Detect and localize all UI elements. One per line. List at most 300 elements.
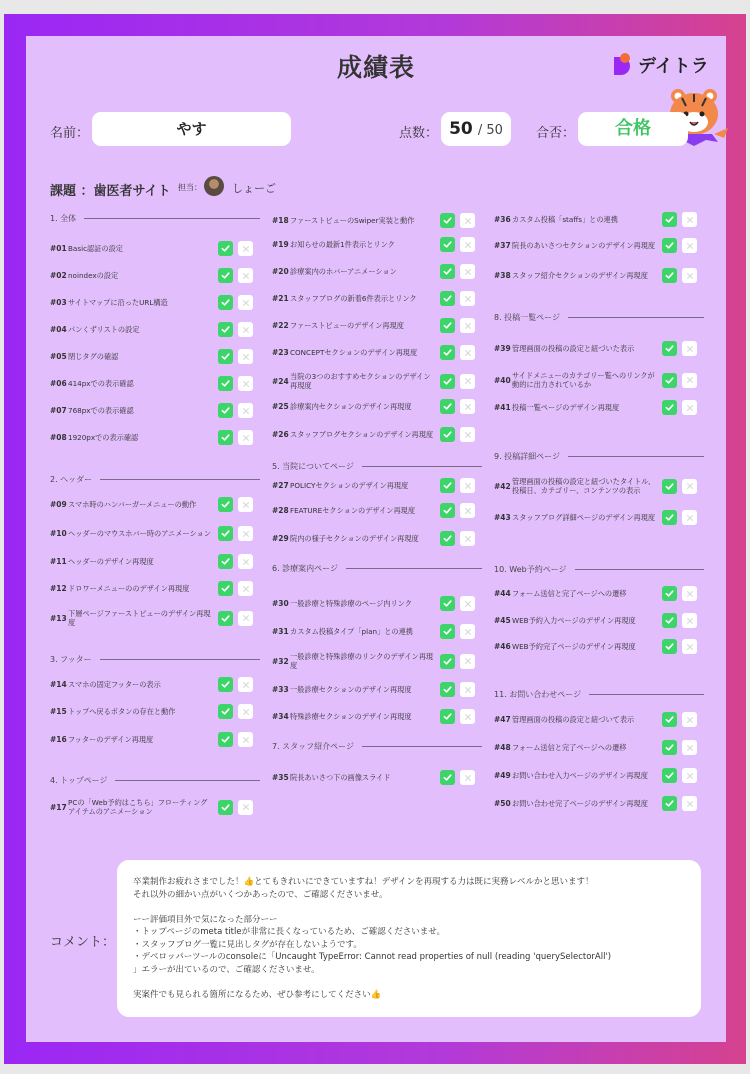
cross-icon[interactable] — [460, 770, 475, 785]
cross-icon[interactable] — [460, 399, 475, 414]
checklist-item — [50, 732, 260, 747]
item-label: 一般診療と特殊診療のリンクのデザイン再現度 — [290, 652, 434, 670]
checklist-item — [50, 241, 260, 256]
item-number: #28 — [272, 506, 289, 515]
item-label: フォーム送信と完了ページへの遷移 — [512, 743, 627, 752]
checkmark-icon[interactable] — [218, 349, 233, 364]
cross-icon[interactable] — [238, 376, 253, 391]
checkmark-icon[interactable] — [440, 478, 455, 493]
item-label: パンくずリストの設定 — [68, 325, 140, 334]
item-number: #43 — [494, 513, 511, 522]
item-label: 閉じタグの確認 — [68, 352, 119, 361]
item-label: 一般診療セクションのデザイン再現度 — [290, 685, 412, 694]
checkmark-icon[interactable] — [440, 318, 455, 333]
checkmark-icon[interactable] — [662, 712, 677, 727]
item-number: #45 — [494, 616, 511, 625]
checkmark-icon[interactable] — [440, 709, 455, 724]
checkmark-icon[interactable] — [440, 264, 455, 279]
checkmark-icon[interactable] — [440, 624, 455, 639]
item-label: ファーストビューのSwiper実装と動作 — [290, 216, 415, 225]
item-number: #12 — [50, 584, 67, 593]
item-label: サイドメニューのカテゴリー覧へのリンクが動的に出力されているか — [512, 371, 655, 389]
item-number: #13 — [50, 613, 67, 623]
item-number: #05 — [50, 352, 67, 361]
item-label: 投稿一覧ページのデザイン再現度 — [512, 403, 620, 412]
score-field — [441, 112, 511, 146]
checkmark-icon[interactable] — [662, 740, 677, 755]
checklist-item — [494, 371, 704, 389]
item-label: お問い合わせ完了ページのデザイン再現度 — [512, 799, 648, 808]
checkmark-icon[interactable] — [218, 611, 233, 626]
checkmark-icon[interactable] — [218, 732, 233, 747]
item-number: #15 — [50, 707, 67, 716]
checklist-item — [50, 677, 260, 692]
cross-icon[interactable] — [682, 510, 697, 525]
pass-status-badge: 合格 — [578, 112, 688, 146]
item-number: #27 — [272, 481, 289, 490]
item-number: #02 — [50, 271, 67, 280]
section-heading — [272, 562, 482, 574]
pass-label: 合否： — [536, 126, 576, 141]
checkmark-icon[interactable] — [662, 510, 677, 525]
checkmark-icon[interactable] — [218, 430, 233, 445]
checkmark-icon[interactable] — [440, 374, 455, 389]
checkmark-icon[interactable] — [440, 399, 455, 414]
item-number: #18 — [272, 216, 289, 225]
item-number: #39 — [494, 344, 511, 353]
item-label: ヘッダーのマウスホバー時のアニメーション — [68, 529, 211, 538]
checkmark-icon[interactable] — [440, 531, 455, 546]
checklist-item — [50, 295, 260, 310]
item-label: スマホ時のハンバーガーメニューの動作 — [68, 500, 197, 509]
cross-icon[interactable] — [238, 430, 253, 445]
checklist-item — [272, 213, 482, 228]
cross-icon[interactable] — [682, 586, 697, 601]
assignee-name: しょーご — [232, 182, 276, 195]
item-label: スタッフブログの新着6件表示とリンク — [290, 294, 417, 303]
checklist-item — [494, 477, 704, 495]
checkmark-icon[interactable] — [440, 427, 455, 442]
item-number: #49 — [494, 771, 511, 780]
name-label: 名前： — [50, 126, 90, 141]
section-heading — [50, 473, 260, 485]
item-number: #03 — [50, 298, 67, 307]
checklist-item — [50, 798, 260, 816]
item-number: #47 — [494, 715, 511, 724]
item-label: 1920pxでの表示確認 — [68, 433, 139, 442]
checkmark-icon[interactable] — [662, 268, 677, 283]
checklist-item — [272, 291, 482, 306]
item-label: スタッフ紹介セクションのデザイン再現度 — [512, 271, 648, 280]
checkmark-icon[interactable] — [440, 291, 455, 306]
cross-icon[interactable] — [238, 295, 253, 310]
section-title: 6. 診療案内ページ — [272, 563, 339, 573]
checkmark-icon[interactable] — [218, 497, 233, 512]
item-number: #25 — [272, 402, 289, 411]
item-label: 768pxでの表示確認 — [68, 406, 134, 415]
checklist-item — [494, 238, 704, 253]
checklist-item — [272, 264, 482, 279]
checklist-item — [494, 740, 704, 755]
item-number: #35 — [272, 773, 289, 782]
section-title: 4. トップページ — [50, 775, 108, 785]
section-divider — [84, 218, 260, 219]
checkmark-icon[interactable] — [662, 796, 677, 811]
checklist-item — [50, 430, 260, 445]
item-number: #23 — [272, 348, 289, 357]
section-divider — [575, 569, 704, 570]
section-title: 9. 投稿詳細ページ — [494, 451, 561, 461]
checklist-item — [494, 586, 704, 601]
checkmark-icon[interactable] — [440, 596, 455, 611]
comment-box — [117, 860, 701, 1017]
checklist-item — [494, 400, 704, 415]
item-number: #06 — [50, 379, 67, 388]
checkmark-icon[interactable] — [218, 526, 233, 541]
section-title: 7. スタッフ紹介ページ — [272, 741, 355, 751]
item-label: 診療案内のホバーアニメーション — [290, 267, 397, 276]
checkmark-icon[interactable] — [218, 403, 233, 418]
cross-icon[interactable] — [682, 740, 697, 755]
item-number: #08 — [50, 433, 67, 442]
checklist-item — [272, 372, 482, 390]
cross-icon[interactable] — [682, 238, 697, 253]
checkmark-icon[interactable] — [662, 586, 677, 601]
checkmark-icon[interactable] — [440, 682, 455, 697]
section-heading — [494, 688, 704, 700]
section-title: 2. ヘッダー — [50, 474, 93, 484]
checklist-item — [272, 318, 482, 333]
cross-icon[interactable] — [238, 526, 253, 541]
checkmark-icon[interactable] — [662, 212, 677, 227]
checklist-item — [494, 796, 704, 811]
cross-icon[interactable] — [460, 374, 475, 389]
section-heading — [272, 460, 482, 472]
section-title: 5. 当院についてページ — [272, 461, 354, 471]
item-number: #46 — [494, 642, 511, 651]
cross-icon[interactable] — [238, 497, 253, 512]
item-label: Basic認証の設定 — [68, 244, 123, 253]
item-label: ヘッダーのデザイン再現度 — [68, 557, 154, 566]
checklist-item — [494, 341, 704, 356]
item-label: お問い合わせ入力ページのデザイン再現度 — [512, 771, 648, 780]
cross-icon[interactable] — [238, 268, 253, 283]
cross-icon[interactable] — [238, 704, 253, 719]
section-heading — [494, 450, 704, 462]
item-label: 診療案内セクションのデザイン再現度 — [290, 402, 412, 411]
cross-icon[interactable] — [682, 613, 697, 628]
checkmark-icon[interactable] — [440, 770, 455, 785]
checkmark-icon[interactable] — [440, 345, 455, 360]
cross-icon[interactable] — [682, 479, 697, 494]
section-heading — [494, 311, 704, 323]
item-label: 414pxでの表示確認 — [68, 379, 134, 388]
item-number: #30 — [272, 599, 289, 608]
avatar — [204, 176, 224, 196]
checklist-item — [50, 609, 260, 627]
checkmark-icon[interactable] — [218, 268, 233, 283]
item-label: フォーム送信と完了ページへの遷移 — [512, 589, 627, 598]
cross-icon[interactable] — [460, 427, 475, 442]
item-label: 管理画面の投稿の設定と紐づいた表示 — [512, 344, 635, 353]
item-label: ドロワーメニューののデザイン再現度 — [68, 584, 190, 593]
item-number: #21 — [272, 294, 289, 303]
item-label: FEATUREセクションのデザイン再現度 — [290, 506, 416, 515]
item-number: #24 — [272, 376, 289, 386]
name-field: やす — [92, 112, 291, 146]
cross-icon[interactable] — [460, 624, 475, 639]
item-number: #22 — [272, 321, 289, 330]
cross-icon[interactable] — [460, 596, 475, 611]
section-divider — [346, 568, 482, 569]
item-number: #11 — [50, 557, 67, 566]
item-number: #17 — [50, 802, 67, 812]
cross-icon[interactable] — [460, 709, 475, 724]
checkmark-icon[interactable] — [218, 295, 233, 310]
item-label: スマホの固定フッターの表示 — [68, 680, 161, 689]
cross-icon[interactable] — [682, 768, 697, 783]
section-heading — [272, 740, 482, 752]
cross-icon[interactable] — [682, 212, 697, 227]
item-label: noindexの設定 — [68, 271, 119, 280]
checkmark-icon[interactable] — [440, 654, 455, 669]
cross-icon[interactable] — [460, 213, 475, 228]
page-title: 成績表 — [336, 53, 415, 82]
checklist-item — [50, 554, 260, 569]
item-label: WEB予約完了ページのデザイン再現度 — [512, 642, 636, 651]
checklist-item — [50, 322, 260, 337]
item-number: #01 — [50, 244, 67, 253]
section-title: 10. Web予約ページ — [494, 564, 567, 574]
item-number: #34 — [272, 712, 289, 721]
cross-icon[interactable] — [460, 264, 475, 279]
item-label: スタッフブログ詳細ページのデザイン再現度 — [512, 513, 656, 522]
cross-icon[interactable] — [682, 268, 697, 283]
item-number: #33 — [272, 685, 289, 694]
checklist-item — [494, 712, 704, 727]
item-number: #07 — [50, 406, 67, 415]
checklist-item — [494, 639, 704, 654]
checklist-item — [272, 709, 482, 724]
section-divider — [589, 694, 704, 695]
checklist-item — [272, 682, 482, 697]
item-label: トップへ戻るボタンの存在と動作 — [68, 707, 176, 716]
checkmark-icon[interactable] — [440, 503, 455, 518]
item-label: 院長のあいさつセクションのデザイン再現度 — [512, 241, 656, 250]
cross-icon[interactable] — [682, 639, 697, 654]
item-label: フッターのデザイン再現度 — [68, 735, 154, 744]
item-number: #42 — [494, 481, 511, 491]
item-number: #38 — [494, 271, 511, 280]
item-number: #36 — [494, 215, 511, 224]
checkmark-icon[interactable] — [218, 376, 233, 391]
checkmark-icon[interactable] — [662, 373, 677, 388]
checkmark-icon[interactable] — [662, 768, 677, 783]
item-label: サイトマップに沿ったURL構造 — [68, 298, 168, 307]
checklist-item — [272, 237, 482, 252]
checklist-item — [50, 581, 260, 596]
cross-icon[interactable] — [682, 341, 697, 356]
checklist-item — [494, 613, 704, 628]
checklist-item — [50, 376, 260, 391]
report-sheet — [26, 36, 726, 1042]
checkmark-icon[interactable] — [662, 238, 677, 253]
item-number: #29 — [272, 534, 289, 543]
checklist-item — [272, 478, 482, 493]
item-number: #14 — [50, 680, 67, 689]
section-heading — [50, 212, 260, 224]
cross-icon[interactable] — [460, 531, 475, 546]
course-title: 課題 ：歯医者サイト — [50, 184, 171, 199]
score-label: 点数： — [399, 126, 439, 141]
section-title: 3. フッター — [50, 654, 92, 664]
checkmark-icon[interactable] — [218, 704, 233, 719]
cross-icon[interactable] — [460, 318, 475, 333]
cross-icon[interactable] — [238, 677, 253, 692]
checkmark-icon[interactable] — [662, 613, 677, 628]
cross-icon[interactable] — [460, 291, 475, 306]
item-number: #20 — [272, 267, 289, 276]
checklist-item — [494, 212, 704, 227]
item-number: #09 — [50, 500, 67, 509]
checkmark-icon[interactable] — [218, 800, 233, 815]
item-label: 院内の様子セクションのデザイン再現度 — [290, 534, 419, 543]
item-number: #40 — [494, 375, 511, 385]
item-number: #19 — [272, 240, 289, 249]
checkmark-icon[interactable] — [440, 213, 455, 228]
item-label: CONCEPTセクションのデザイン再現度 — [290, 348, 418, 357]
comment-text: 卒業制作お疲れさまでした！👍とてもきれいにできていますね！デザインを再現する力は既に実務レベルかと思います！ それ以外の細かい点がいくつかあったので、ご確認くださいませ。 ーー評価項目外で気になった部分ーー ・トップページのmeta titleが非常に長くなっているため、ご確認くださいませ。 ・スタッフブログ一覧に見出しタグが存在しないようです。 ・デベロッパーツールのconsoleに「Uncaught TypeError: Cannot read properties of null (reading 'querySelectorAll') 」エラーが出ているので、ご確認くださいませ。 実案件でも見られる箇所になるため、ぜひ参考にしてください👍 — [133, 877, 612, 1000]
assignee-label: 担当： — [178, 183, 202, 192]
checklist-item — [50, 403, 260, 418]
brand-name: デイトラ — [638, 56, 709, 77]
checkmark-icon[interactable] — [218, 677, 233, 692]
checkmark-icon[interactable] — [218, 241, 233, 256]
checklist-item — [494, 510, 704, 525]
item-number: #37 — [494, 241, 511, 250]
item-number: #41 — [494, 403, 511, 412]
item-label: スタッフブログセクションのデザイン再現度 — [290, 430, 434, 439]
checkmark-icon[interactable] — [662, 639, 677, 654]
section-heading — [50, 774, 260, 786]
item-label: 下層ページファーストビューのデザイン再現度 — [68, 609, 211, 627]
cross-icon[interactable] — [460, 237, 475, 252]
cross-icon[interactable] — [238, 581, 253, 596]
item-label: お知らせの最新1件表示とリンク — [290, 240, 395, 249]
cross-icon[interactable] — [238, 241, 253, 256]
cross-icon[interactable] — [460, 682, 475, 697]
section-divider — [115, 780, 260, 781]
section-divider — [362, 466, 482, 467]
checklist-item — [272, 345, 482, 360]
comment-label: コメント： — [50, 935, 116, 950]
checkmark-icon[interactable] — [218, 581, 233, 596]
checklist-item — [272, 503, 482, 518]
score-total: / 50 — [477, 123, 503, 138]
cross-icon[interactable] — [460, 654, 475, 669]
checklist-item — [272, 427, 482, 442]
cross-icon[interactable] — [238, 732, 253, 747]
item-number: #26 — [272, 430, 289, 439]
checkmark-icon[interactable] — [662, 479, 677, 494]
item-number: #16 — [50, 735, 67, 744]
checkmark-icon[interactable] — [662, 400, 677, 415]
section-divider — [100, 479, 260, 480]
item-number: #31 — [272, 627, 289, 636]
item-label: POLICYセクションのデザイン再現度 — [290, 481, 409, 490]
checklist-item — [494, 768, 704, 783]
checklist-item — [50, 497, 260, 512]
checklist-item — [272, 596, 482, 611]
item-number: #32 — [272, 656, 289, 666]
section-heading — [494, 563, 704, 575]
checklist-item — [50, 704, 260, 719]
item-label: 院長あいさつ下の画像スライド — [290, 773, 391, 782]
cross-icon[interactable] — [682, 400, 697, 415]
cross-icon[interactable] — [238, 554, 253, 569]
cross-icon[interactable] — [238, 403, 253, 418]
checklist-item — [272, 652, 482, 670]
checkmark-icon[interactable] — [440, 237, 455, 252]
section-divider — [568, 317, 704, 318]
item-label: ファーストビューのデザイン再現度 — [290, 321, 404, 330]
checklist-item — [50, 526, 260, 541]
checklist-item — [494, 268, 704, 283]
brand-logo-icon — [612, 53, 632, 77]
checkmark-icon[interactable] — [662, 341, 677, 356]
item-label: 管理画面の投稿の設定と紐づいたタイトル、投稿日、カテゴリー、コンテンツの表示 — [512, 477, 656, 495]
item-number: #48 — [494, 743, 511, 752]
checklist-item — [272, 399, 482, 414]
cross-icon[interactable] — [460, 503, 475, 518]
checklist-item — [272, 624, 482, 639]
cross-icon[interactable] — [460, 478, 475, 493]
item-label: WEB予約入力ページのデザイン再現度 — [512, 616, 636, 625]
item-label: 一般診療と特殊診療のページ内リンク — [290, 599, 412, 608]
section-divider — [362, 746, 482, 747]
item-number: #10 — [50, 529, 67, 538]
cross-icon[interactable] — [460, 345, 475, 360]
section-title: 11. お問い合わせページ — [494, 689, 582, 699]
item-number: #44 — [494, 589, 511, 598]
cross-icon[interactable] — [238, 611, 253, 626]
item-label: カスタム投稿タイプ「plan」との連携 — [290, 627, 413, 636]
cross-icon[interactable] — [682, 796, 697, 811]
cross-icon[interactable] — [682, 712, 697, 727]
checkmark-icon[interactable] — [218, 322, 233, 337]
item-label: 当院の3つのおすすめセクションのデザイン再現度 — [290, 372, 431, 390]
score-value: 50 — [449, 119, 473, 139]
checklist-item — [50, 349, 260, 364]
brand-logo — [612, 52, 709, 78]
item-label: PCの「Web予約はこちら」フローティングアイテムのアニメーション — [68, 798, 208, 816]
cross-icon[interactable] — [238, 349, 253, 364]
section-divider — [100, 659, 260, 660]
cross-icon[interactable] — [238, 800, 253, 815]
checklist-item — [272, 531, 482, 546]
section-title: 1. 全体 — [50, 213, 77, 223]
item-label: カスタム投稿「staffs」との連携 — [512, 215, 618, 224]
item-number: #04 — [50, 325, 67, 334]
item-label: 管理画面の投稿の設定と紐づいて表示 — [512, 715, 635, 724]
section-title: 8. 投稿一覧ページ — [494, 312, 561, 322]
checkmark-icon[interactable] — [218, 554, 233, 569]
cross-icon[interactable] — [682, 373, 697, 388]
cross-icon[interactable] — [238, 322, 253, 337]
item-number: #50 — [494, 799, 511, 808]
section-heading — [50, 653, 260, 665]
checklist-item — [272, 770, 482, 785]
